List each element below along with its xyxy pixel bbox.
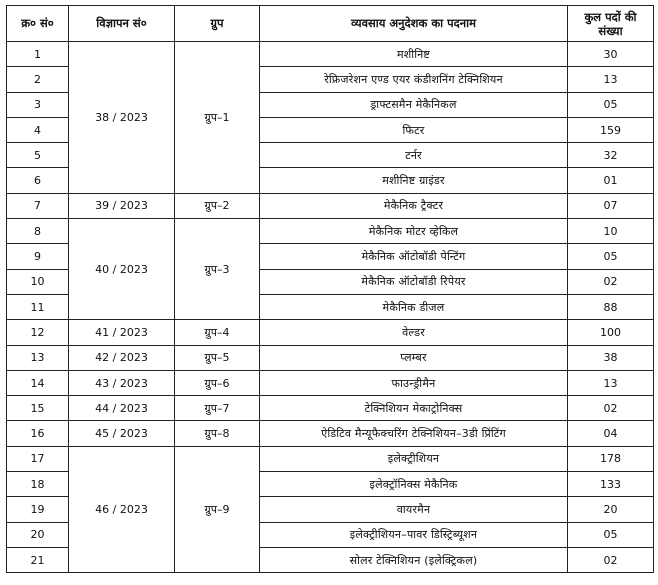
post-name-cell: मेकैनिक ट्रैक्टर bbox=[260, 193, 568, 218]
table-row bbox=[7, 193, 654, 218]
total-posts-cell: 32 bbox=[568, 143, 654, 168]
advertisement-number-cell: 46 / 2023 bbox=[69, 446, 175, 572]
post-name-cell: सोलर टेक्निशियन (इलेक्ट्रिकल) bbox=[260, 547, 568, 572]
table-row bbox=[7, 42, 654, 67]
group-cell: ग्रुप–2 bbox=[175, 193, 260, 218]
serial-number-cell: 19 bbox=[7, 497, 69, 522]
post-name-cell: वेल्डर bbox=[260, 320, 568, 345]
post-name-cell: रेफ्रिजरेशन एण्ड एयर कंडीशनिंग टेक्निशियन bbox=[260, 67, 568, 92]
total-posts-cell: 30 bbox=[568, 42, 654, 67]
table-row bbox=[7, 345, 654, 370]
serial-number-cell: 9 bbox=[7, 244, 69, 269]
post-name-cell: मेकैनिक ऑटोबॉडी पेन्टिंग bbox=[260, 244, 568, 269]
total-posts-cell: 100 bbox=[568, 320, 654, 345]
serial-number-cell: 21 bbox=[7, 547, 69, 572]
posts-table-container bbox=[6, 5, 654, 573]
total-posts-cell: 05 bbox=[568, 244, 654, 269]
post-name-cell: टेक्निशियन मेकाट्रोनिक्स bbox=[260, 396, 568, 421]
post-name-cell: फाउन्ड्रीमैन bbox=[260, 370, 568, 395]
post-name-cell: मेकैनिक मोटर व्हेकिल bbox=[260, 219, 568, 244]
total-posts-cell: 10 bbox=[568, 219, 654, 244]
total-posts-cell: 02 bbox=[568, 396, 654, 421]
post-name-cell: मेकैनिक डीजल bbox=[260, 294, 568, 319]
post-name-cell: इलेक्ट्रीशियन–पावर डिस्ट्रिब्यूशन bbox=[260, 522, 568, 547]
total-posts-cell: 04 bbox=[568, 421, 654, 446]
total-posts-cell: 01 bbox=[568, 168, 654, 193]
serial-number-cell: 15 bbox=[7, 396, 69, 421]
post-name-cell: मेकैनिक ऑटोबॉडी रिपेयर bbox=[260, 269, 568, 294]
serial-number-cell: 10 bbox=[7, 269, 69, 294]
group-cell: ग्रुप–8 bbox=[175, 421, 260, 446]
advertisement-number-cell: 41 / 2023 bbox=[69, 320, 175, 345]
post-name-cell: वायरमैन bbox=[260, 497, 568, 522]
total-posts-cell: 20 bbox=[568, 497, 654, 522]
group-cell: ग्रुप–6 bbox=[175, 370, 260, 395]
total-posts-cell: 133 bbox=[568, 472, 654, 497]
header-post-name: व्यवसाय अनुदेशक का पदनाम bbox=[260, 6, 568, 42]
post-name-cell: ऐडिटिव मैन्यूफैक्चरिंग टेक्निशियन–3डी प्रिंटिंग bbox=[260, 421, 568, 446]
advertisement-number-cell: 39 / 2023 bbox=[69, 193, 175, 218]
table-row bbox=[7, 396, 654, 421]
serial-number-cell: 11 bbox=[7, 294, 69, 319]
post-name-cell: इलेक्ट्रीशियन bbox=[260, 446, 568, 471]
serial-number-cell: 7 bbox=[7, 193, 69, 218]
group-cell: ग्रुप–4 bbox=[175, 320, 260, 345]
serial-number-cell: 18 bbox=[7, 472, 69, 497]
serial-number-cell: 5 bbox=[7, 143, 69, 168]
total-posts-cell: 88 bbox=[568, 294, 654, 319]
header-row bbox=[7, 6, 654, 42]
table-body bbox=[7, 42, 654, 573]
serial-number-cell: 3 bbox=[7, 92, 69, 117]
total-posts-cell: 02 bbox=[568, 547, 654, 572]
serial-number-cell: 6 bbox=[7, 168, 69, 193]
table-row bbox=[7, 421, 654, 446]
post-name-cell: प्लम्बर bbox=[260, 345, 568, 370]
total-posts-cell: 07 bbox=[568, 193, 654, 218]
table-row bbox=[7, 219, 654, 244]
total-posts-cell: 05 bbox=[568, 522, 654, 547]
serial-number-cell: 1 bbox=[7, 42, 69, 67]
total-posts-cell: 02 bbox=[568, 269, 654, 294]
serial-number-cell: 2 bbox=[7, 67, 69, 92]
advertisement-number-cell: 38 / 2023 bbox=[69, 42, 175, 194]
serial-number-cell: 8 bbox=[7, 219, 69, 244]
total-posts-cell: 13 bbox=[568, 370, 654, 395]
advertisement-number-cell: 45 / 2023 bbox=[69, 421, 175, 446]
serial-number-cell: 20 bbox=[7, 522, 69, 547]
advertisement-number-cell: 42 / 2023 bbox=[69, 345, 175, 370]
total-posts-cell: 159 bbox=[568, 117, 654, 142]
serial-number-cell: 17 bbox=[7, 446, 69, 471]
serial-number-cell: 14 bbox=[7, 370, 69, 395]
post-name-cell: टर्नर bbox=[260, 143, 568, 168]
table-row bbox=[7, 446, 654, 471]
group-cell: ग्रुप–7 bbox=[175, 396, 260, 421]
advertisement-number-cell: 40 / 2023 bbox=[69, 219, 175, 320]
table-row bbox=[7, 320, 654, 345]
header-total-posts: कुल पदों की संख्या bbox=[568, 6, 654, 42]
serial-number-cell: 12 bbox=[7, 320, 69, 345]
posts-table bbox=[6, 5, 654, 573]
total-posts-cell: 13 bbox=[568, 67, 654, 92]
post-name-cell: फिटर bbox=[260, 117, 568, 142]
serial-number-cell: 4 bbox=[7, 117, 69, 142]
serial-number-cell: 16 bbox=[7, 421, 69, 446]
post-name-cell: मशीनिष्ट bbox=[260, 42, 568, 67]
group-cell: ग्रुप–5 bbox=[175, 345, 260, 370]
group-cell: ग्रुप–9 bbox=[175, 446, 260, 572]
post-name-cell: ड्राफ्टसमैन मेकैनिकल bbox=[260, 92, 568, 117]
group-cell: ग्रुप–1 bbox=[175, 42, 260, 194]
post-name-cell: मशीनिष्ट ग्राइंडर bbox=[260, 168, 568, 193]
group-cell: ग्रुप–3 bbox=[175, 219, 260, 320]
table-row bbox=[7, 370, 654, 395]
serial-number-cell: 13 bbox=[7, 345, 69, 370]
advertisement-number-cell: 44 / 2023 bbox=[69, 396, 175, 421]
total-posts-cell: 178 bbox=[568, 446, 654, 471]
post-name-cell: इलेक्ट्रॉनिक्स मेकैनिक bbox=[260, 472, 568, 497]
header-serial-number: क्र० सं० bbox=[7, 6, 69, 42]
total-posts-cell: 38 bbox=[568, 345, 654, 370]
header-advertisement-number: विज्ञापन सं० bbox=[69, 6, 175, 42]
header-group: ग्रुप bbox=[175, 6, 260, 42]
total-posts-cell: 05 bbox=[568, 92, 654, 117]
advertisement-number-cell: 43 / 2023 bbox=[69, 370, 175, 395]
